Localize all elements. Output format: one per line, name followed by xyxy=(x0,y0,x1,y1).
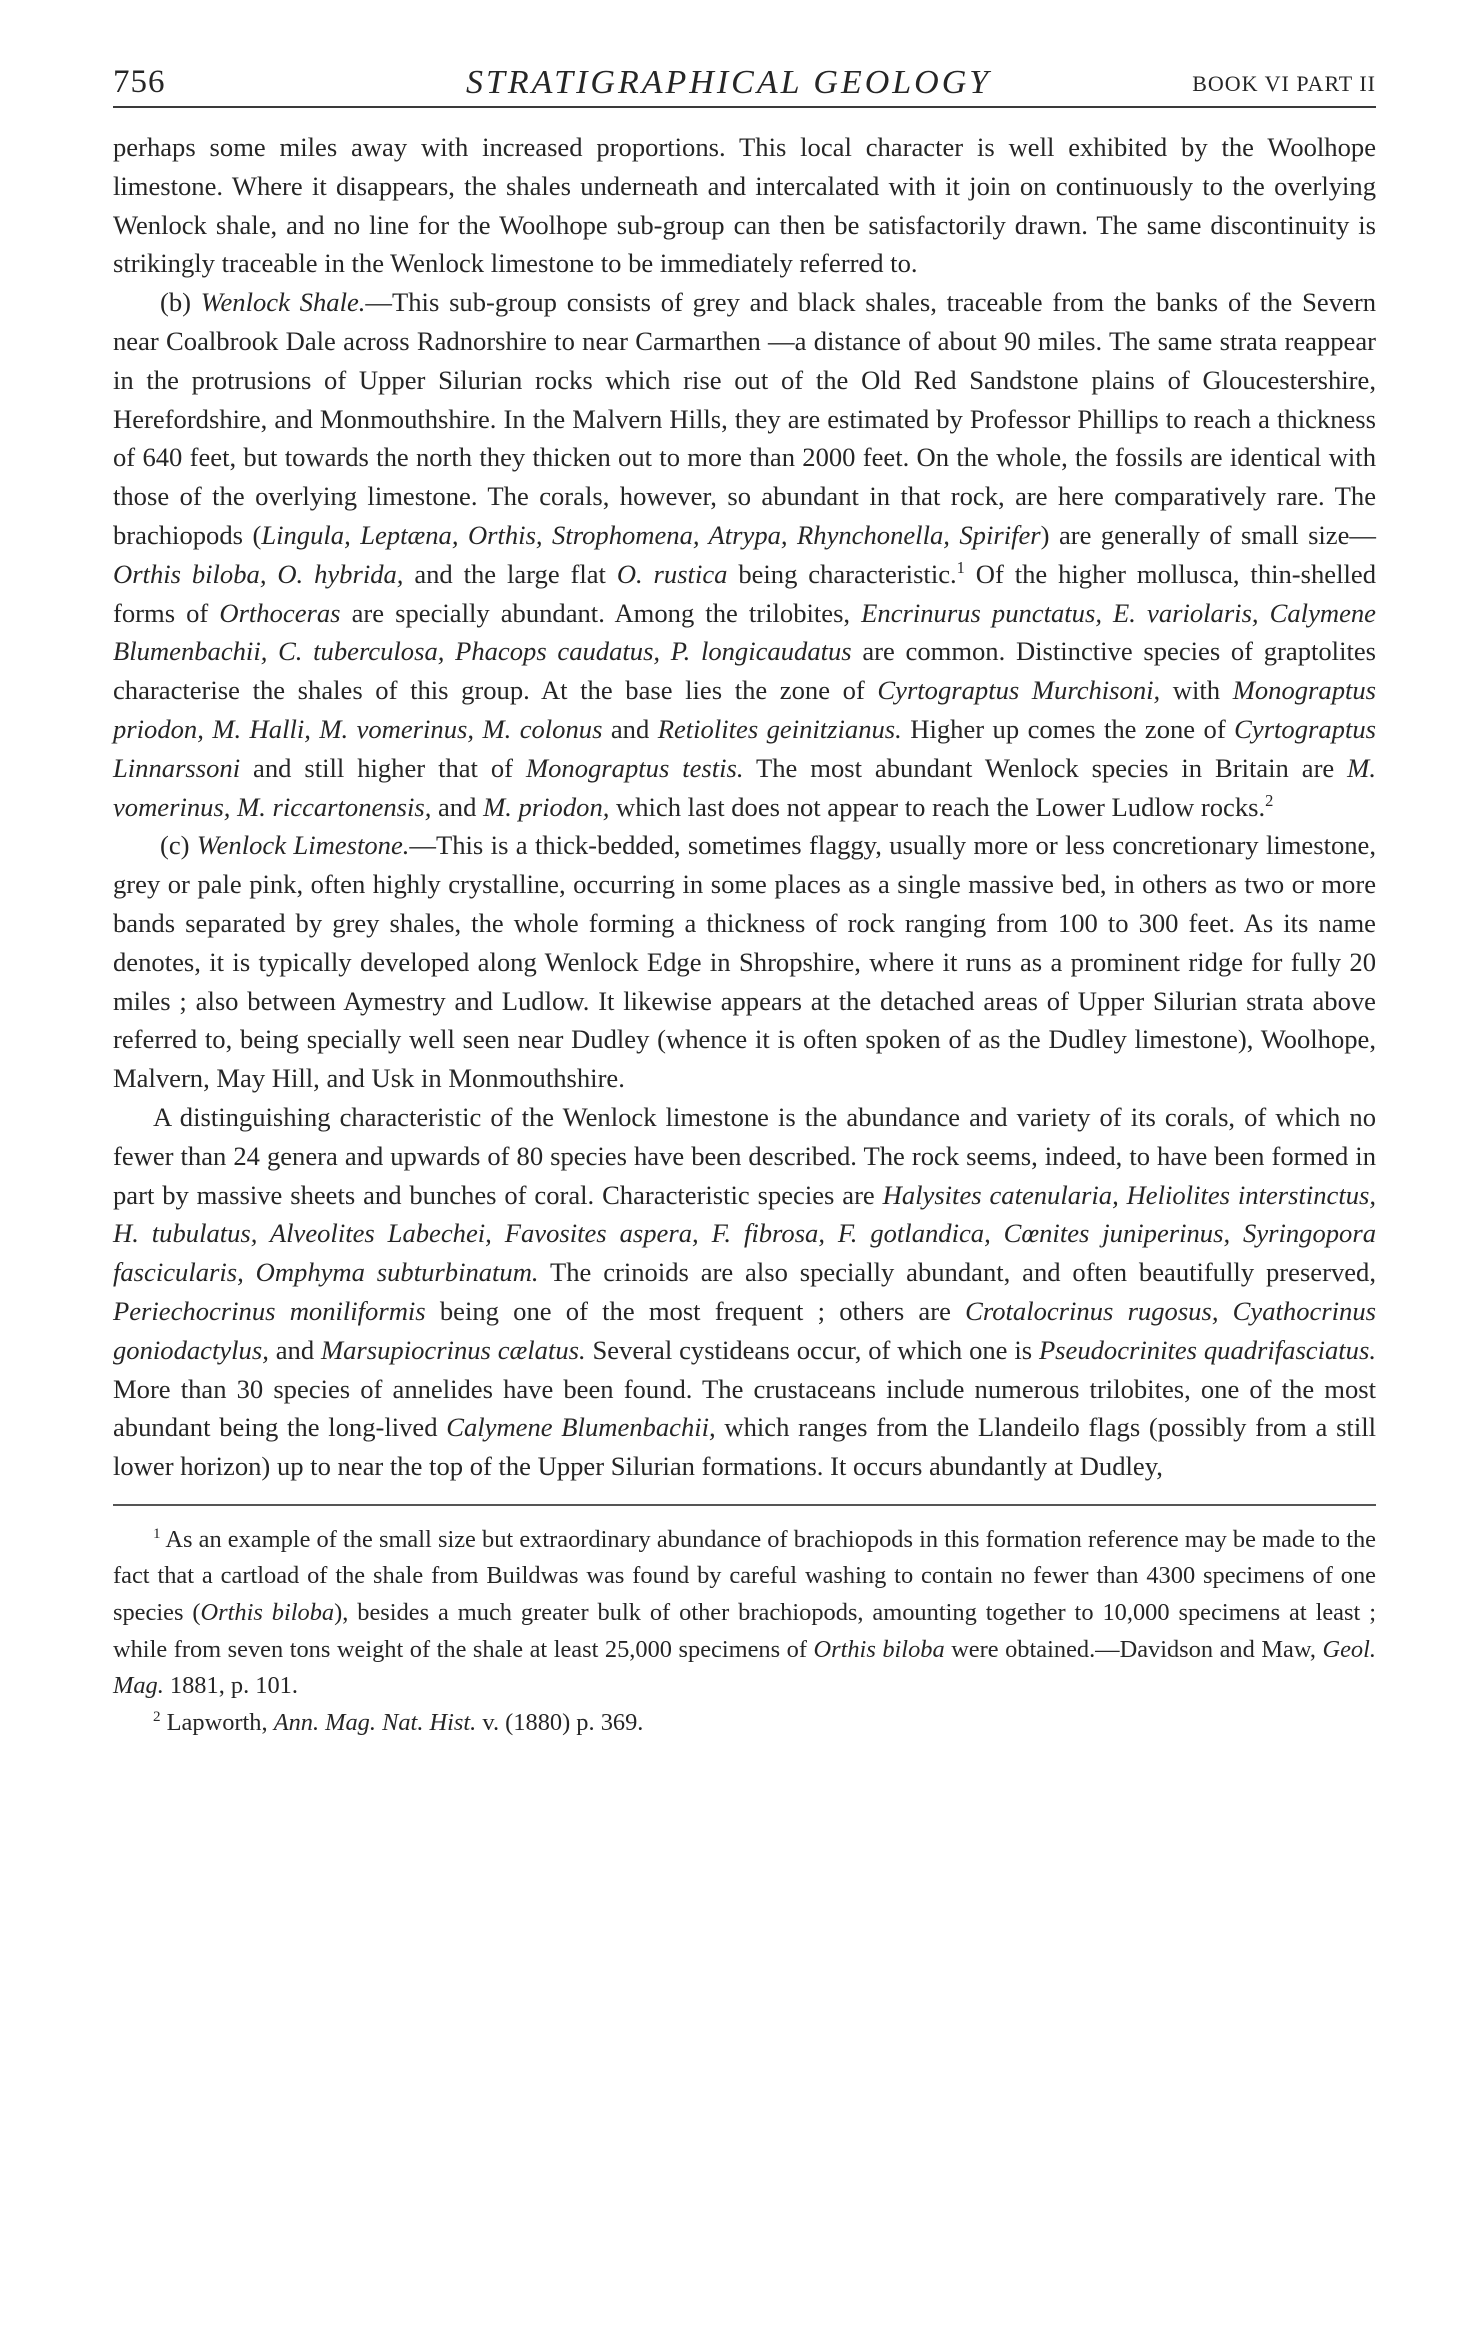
section-heading: Wenlock Shale. xyxy=(200,287,366,318)
footnote-ref-2[interactable]: 2 xyxy=(1265,790,1274,810)
footnote-mark: 1 xyxy=(153,1525,161,1542)
taxon-italic: Orthoceras xyxy=(219,597,341,628)
text-run: 1881, p. 101. xyxy=(163,1672,298,1700)
text-run: More than 30 species of annelides have been found. The crustaceans include numerous trilobites, one of the most abundant being the long-lived xyxy=(113,1373,1376,1443)
taxon-italic: Monograptus testis. xyxy=(525,752,744,783)
taxon-italic: Crotalocrinus rugosus, Cyathocrinus goniodactylus, xyxy=(113,1295,1376,1365)
text-run: —This is a thick-bedded, sometimes flaggy, usually more or less concretionary limestone, grey or pale pink, often highly crystalline, occurring in some places as a single massive bed, in others as two or more bands separated by grey shales, the whole forming a thickness of rock ranging from 100 to 300 feet. As its name denotes, it is typically developed along Wenlock Edge in Shropshire, where it runs as a prominent ridge for fully 20 miles ; also between Aymestry and Ludlow. It likewise appears at the detached areas of Upper Silurian strata above referred to, being specially well seen near Dudley (whence it is often spoken of as the Dudley limestone), Woolhope, Malvern, May Hill, and Usk in Monmouthshire. xyxy=(113,830,1377,1094)
text-run: with xyxy=(1160,675,1233,706)
taxon-italic: Retiolites geinitzianus. xyxy=(657,713,902,744)
text-run: and the large flat xyxy=(403,558,617,589)
footnote-2 xyxy=(113,1705,1376,1742)
taxon-italic: Monograptus priodon, M. Halli, M. vomerinus, M. colonus xyxy=(113,675,1377,744)
text-run: Of the higher mollusca, thin-shelled forms of xyxy=(113,558,1376,628)
section-heading: Wenlock Limestone. xyxy=(196,830,410,861)
paragraph-wenlock-shale xyxy=(113,283,1376,826)
taxon-italic: M. vomerinus, M. riccartonensis, xyxy=(113,752,1376,822)
taxon-italic: Orthis biloba, O. hybrida, xyxy=(113,558,404,589)
taxon-italic: Pseudocrinites quadrifasciatus. xyxy=(1038,1334,1376,1365)
running-title: STRATIGRAPHICAL GEOLOGY xyxy=(466,64,992,101)
text-run: As an example of the small size but extraordinary abundance of brachiopods in this formation reference may be made to the fact that a cartload of the shale from Buildwas was found by careful washing to contain no fewer than 4300 specimens of one species ( xyxy=(113,1525,1376,1627)
text-run: and still higher that of xyxy=(240,752,526,783)
text-run: The most abundant Wenlock species in Britain are xyxy=(743,752,1348,783)
text-run: Lapworth, xyxy=(160,1708,274,1736)
footnote-1 xyxy=(113,1522,1376,1705)
taxon-italic: Lingula, Leptæna, Orthis, Strophomena, Atrypa, Rhynchonella, Spirifer xyxy=(261,519,1041,550)
footnote-ref-1[interactable]: 1 xyxy=(956,557,965,577)
body-text xyxy=(113,128,1376,1486)
section-label: (c) xyxy=(160,830,190,861)
text-run: Higher up comes the zone of xyxy=(901,713,1235,744)
text-run: being characteristic. xyxy=(727,558,957,589)
paragraph-wenlock-limestone xyxy=(113,826,1376,1098)
taxon-italic: Cyrtograptus Linnarssoni xyxy=(113,713,1377,783)
text-run: Several cystideans occur, of which one is xyxy=(585,1334,1039,1365)
journal-italic: Ann. Mag. Nat. Hist. xyxy=(273,1708,477,1736)
taxon-italic: Periechocrinus moniliformis xyxy=(113,1295,426,1326)
text-run: The crinoids are also specially abundant, and often beautifully preserved, xyxy=(538,1257,1376,1288)
text-run: ) are generally of small size— xyxy=(1040,519,1377,550)
running-head xyxy=(113,50,1376,108)
taxon-italic: Encrinurus punctatus, E. variolaris, Calymene Blumenbachii, C. tuberculosa, Phacops caudatus, P. longicaudatus xyxy=(113,597,1376,667)
paragraph-woolhope-continued: perhaps some miles away with increased proportions. This local character is well exhibited by the Woolhope limestone. Where it disappears, the shales underneath and intercalated with it join on continuously to the overlying Wenlock shale, and no line for the Woolhope sub-group can then be satisfactorily drawn. The same discontinuity is strikingly traceable in the Wenlock limestone to be immediately referred to. xyxy=(113,132,1376,279)
footnote-mark: 2 xyxy=(153,1708,161,1725)
footnote-rule xyxy=(113,1504,1376,1506)
journal-italic: Geol. Mag. xyxy=(113,1635,1376,1700)
page xyxy=(113,50,1376,1741)
text-run: and xyxy=(268,1334,321,1365)
text-run: were obtained.—Davidson and Maw, xyxy=(944,1635,1323,1663)
taxon-italic: Orthis biloba xyxy=(813,1635,945,1663)
taxon-italic: O. rustica xyxy=(616,558,728,589)
text-run: which ranges from the Llandeilo flags (possibly from a still lower horizon) up to near the top of the Upper Silurian formations. It occurs abundantly at Dudley, xyxy=(113,1412,1376,1482)
taxon-italic: Calymene Blumenbachii, xyxy=(446,1412,716,1443)
paragraph-corals xyxy=(113,1098,1376,1486)
text-run: A distinguishing characteristic of the Wenlock limestone is the abundance and variety of its corals, of which no fewer than 24 genera and upwards of 80 species have been described. The rock seems, indeed, to have been formed in part by massive sheets and bunches of coral. Characteristic species are xyxy=(113,1101,1376,1210)
text-run: which last does not appear to reach the Lower Ludlow rocks. xyxy=(609,791,1266,822)
text-run: v. (1880) p. 369. xyxy=(476,1708,644,1736)
text-run: ), besides a much greater bulk of other brachiopods, amounting together to 10,000 specimens at least ; while from seven tons weight of the shale at least 25,000 specimens of xyxy=(113,1599,1376,1663)
text-run: and xyxy=(602,713,658,744)
text-run: are specially abundant. Among the trilobites, xyxy=(340,597,862,628)
taxon-italic: Cyrtograptus Murchisoni, xyxy=(877,675,1161,706)
taxon-italic: Halysites catenularia, Heliolites interstinctus, H. tubulatus, Alveolites Labechei, Favosites aspera, F. fibrosa, F. gotlandica, Cœnites juniperinus, Syringopora fascicularis, Omphyma subturbinatum. xyxy=(113,1179,1377,1288)
taxon-italic: M. priodon, xyxy=(483,791,610,822)
taxon-italic: Orthis biloba xyxy=(200,1599,335,1627)
taxon-italic: Marsupiocrinus cælatus. xyxy=(320,1334,586,1365)
text-run: being one of the most frequent ; others are xyxy=(425,1295,966,1326)
text-run: —This sub-group consists of grey and black shales, traceable from the banks of the Severn near Coalbrook Dale across Radnorshire to near Carmarthen —a distance of about 90 miles. The same strata reappear in the protrusions of Upper Silurian rocks which rise out of the Old Red Sandstone plains of Gloucestershire, Herefordshire, and Monmouthshire. In the Malvern Hills, they are estimated by Professor Phillips to reach a thickness of 640 feet, but towards the north they thicken out to more than 2000 feet. On the whole, the fossils are identical with those of the overlying limestone. The corals, however, so abundant in that rock, are here comparatively rare. The brachiopods ( xyxy=(113,287,1376,550)
text-run: and xyxy=(431,791,484,822)
page-number: 756 xyxy=(113,64,166,100)
book-part: BOOK VI PART II xyxy=(1192,71,1376,96)
text-run: are common. Distinctive species of graptolites characterise the shales of this group. At the base lies the zone of xyxy=(113,636,1376,706)
section-label: (b) xyxy=(160,287,192,318)
